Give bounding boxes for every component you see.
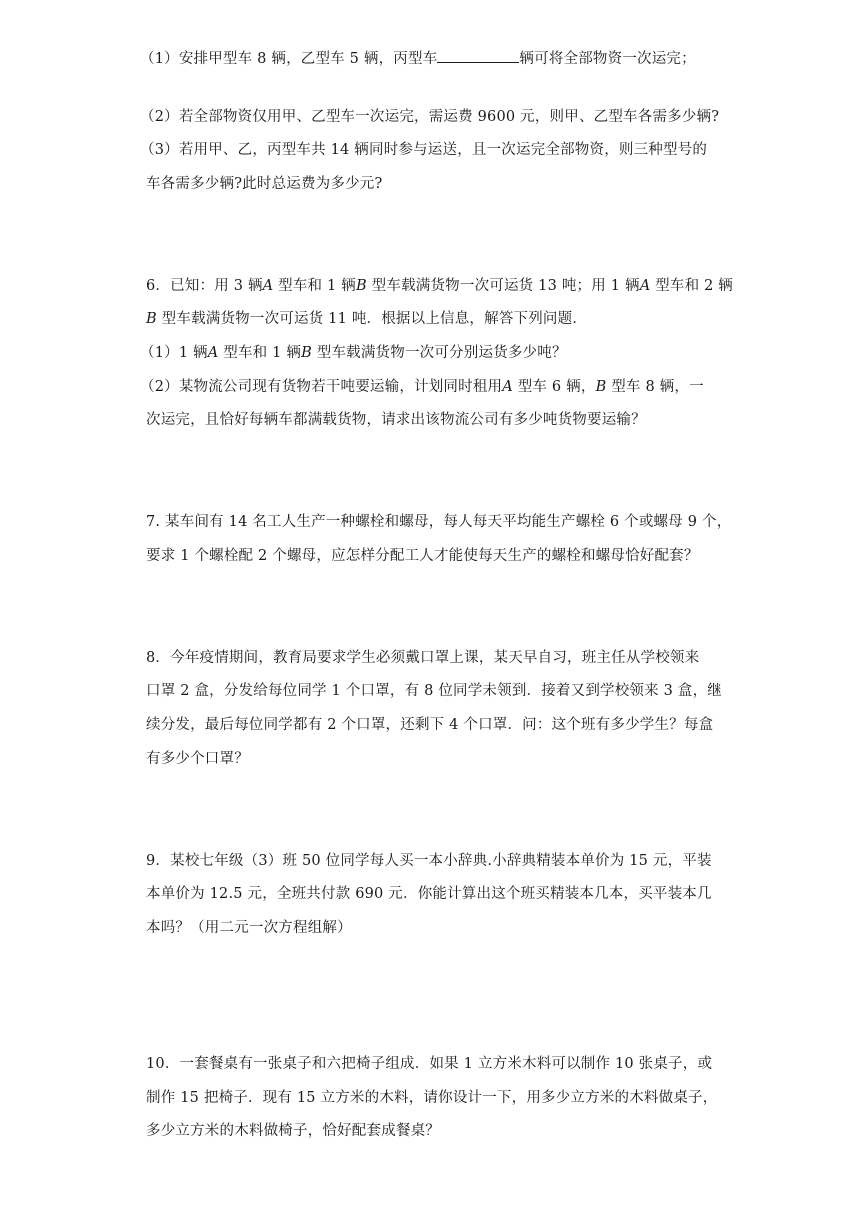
q6-var-a: A xyxy=(502,379,513,395)
q6-text: 型车和 2 辆 xyxy=(650,278,734,294)
q6-text: （2）某物流公司现有货物若干吨要运输，计划同时租用 xyxy=(140,379,503,395)
q9-line1: 9．某校七年级（3）班 50 位同学每人买一本小辞典.小辞典精装本单价为 15 元，平装 xyxy=(146,853,712,869)
q6-line1 xyxy=(146,276,733,296)
q6-var-a: A xyxy=(207,345,219,361)
q8-line1: 8．今年疫情期间，教育局要求学生必须戴口罩上课，某天早自习，班主任从学校领来 xyxy=(146,650,700,666)
q6-part1 xyxy=(140,343,567,363)
q6-var-b: B xyxy=(301,345,312,361)
q6-line2 xyxy=(146,309,587,329)
q6-text: 型车载满货物一次可分别运货多少吨？ xyxy=(311,345,567,361)
q6-part2-line1 xyxy=(140,377,704,397)
q5-part1-text-after: 辆可将全部物资一次运完； xyxy=(519,51,696,67)
q10-line3: 多少立方米的木料做椅子，恰好配套成餐桌？ xyxy=(146,1123,440,1139)
answer-blank[interactable] xyxy=(437,48,519,63)
q6-text: 型车和 1 辆 xyxy=(218,345,302,361)
q6-var-a: A xyxy=(639,278,651,294)
q6-var-a: A xyxy=(262,278,274,294)
q6-var-b: B xyxy=(595,379,607,395)
q8-line3: 续分发，最后每位同学都有 2 个口罩，还剩下 4 个口罩．问：这个班有多少学生？每盒 xyxy=(146,717,714,733)
q6-part2-line2: 次运完，且恰好每辆车都满载货物，请求出该物流公司有多少吨货物要运输？ xyxy=(146,412,646,428)
q9-line3: 本吗？（用二元一次方程组解） xyxy=(146,920,352,936)
q7-line1: 7. 某车间有 14 名工人生产一种螺栓和螺母，每人每天平均能生产螺栓 6 个或螺母 9 个， xyxy=(146,514,732,530)
q10-line2: 制作 15 把椅子．现有 15 立方米的木料，请你设计一下，用多少立方米的木料做桌子， xyxy=(146,1090,718,1106)
q5-part1 xyxy=(140,48,696,69)
q5-part1-text-before: （1）安排甲型车 8 辆，乙型车 5 辆，丙型车 xyxy=(140,51,438,67)
q6-text: 型车和 1 辆 xyxy=(273,278,356,294)
q7-line2: 要求 1 个螺栓配 2 个螺母，应怎样分配工人才能使每天生产的螺栓和螺母恰好配套？ xyxy=(146,548,699,564)
q6-text: 型车 8 辆，一 xyxy=(606,379,704,395)
q8-line2: 口罩 2 盒，分发给每位同学 1 个口罩，有 8 位同学未领到．接着又到学校领来 3 盒，继 xyxy=(146,683,722,699)
q6-var-b: B xyxy=(356,278,367,294)
q5-part3-line2: 车各需多少辆?此时总运费为多少元? xyxy=(146,176,383,192)
q6-text: 型车载满货物一次可运货 11 吨．根据以上信息，解答下列问题． xyxy=(156,311,588,327)
q5-part2: （2）若全部物资仅用甲、乙型车一次运完，需运费 9600 元，则甲、乙型车各需多少辆? xyxy=(140,109,720,125)
q5-part3-line1: （3）若用甲、乙，丙型车共 14 辆同时参与运送，且一次运完全部物资，则三种型号的 xyxy=(140,142,708,158)
q9-line2: 本单价为 12.5 元，全班共付款 690 元．你能计算出这个班买精装本几本，买平装本几 xyxy=(146,886,712,902)
q8-line4: 有多少个口罩？ xyxy=(146,751,249,767)
q6-text: 型车载满货物一次可运货 13 吨；用 1 辆 xyxy=(366,278,640,294)
q6-var-b: B xyxy=(146,311,157,327)
q6-text: （1）1 辆 xyxy=(140,345,208,361)
q6-text: 6．已知：用 3 辆 xyxy=(146,278,263,294)
q6-text: 型车 6 辆， xyxy=(512,379,596,395)
q10-line1: 10．一套餐桌有一张桌子和六把椅子组成．如果 1 立方米木料可以制作 10 张桌子，或 xyxy=(146,1056,713,1072)
